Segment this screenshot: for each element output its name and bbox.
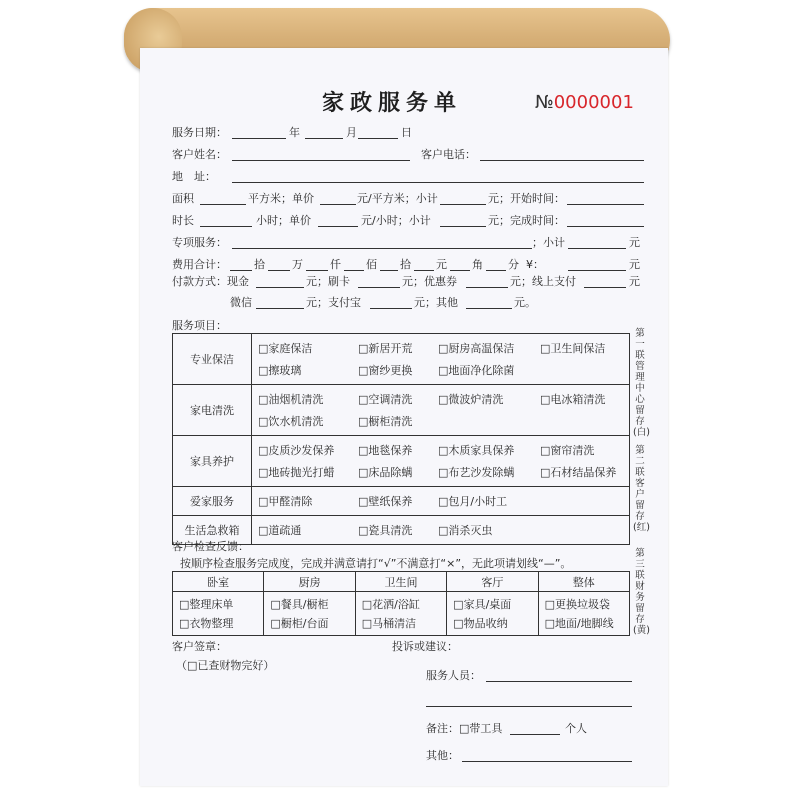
service-option[interactable]: □包月/小时工 (438, 495, 508, 508)
area-label: 面积 (172, 192, 194, 205)
start-time-blank[interactable] (567, 204, 644, 205)
fee-shi-blank[interactable] (380, 270, 398, 271)
sqm-price-label: 平方米；单价 (248, 192, 314, 205)
unit-qian: 仟 (330, 258, 341, 271)
feedback-table (172, 571, 630, 636)
service-row-furniture-care (173, 436, 630, 487)
duration-blank[interactable] (200, 226, 252, 227)
year-blank[interactable] (232, 138, 286, 139)
category-label: 生活急救箱 (173, 516, 252, 545)
fee-jiao-blank[interactable] (450, 270, 470, 271)
service-option[interactable]: □橱柜清洗 (358, 415, 413, 428)
sqm-subtotal-label: 元/平方米；小计 (357, 192, 438, 205)
unit-wan: 万 (292, 258, 303, 271)
special-subtotal-label: ；小计 (532, 236, 565, 249)
serial-digits: 0000001 (553, 92, 634, 113)
address-blank[interactable] (232, 182, 644, 183)
customer-phone-blank[interactable] (480, 160, 644, 161)
column-header: 客厅 (447, 572, 538, 592)
services-heading: 服务项目： (172, 319, 227, 332)
service-option[interactable]: □饮水机清洗 (258, 415, 324, 428)
feedback-option[interactable]: □橱柜/台面 (270, 617, 329, 630)
copy-label-first: 第一联 管理中心留存(白) (633, 328, 650, 438)
feedback-cell (538, 592, 629, 636)
service-row-professional-cleaning (173, 334, 630, 385)
feedback-cell (264, 592, 355, 636)
special-service-label: 专项服务： (172, 236, 227, 249)
service-date-label: 服务日期： (172, 126, 227, 139)
service-option[interactable]: □木质家具保养 (438, 444, 515, 457)
fee-amount-blank[interactable] (568, 270, 626, 271)
customer-name-label: 客户姓名： (172, 148, 227, 161)
service-option[interactable]: □微波炉清洗 (438, 393, 504, 406)
service-items-cell (252, 436, 630, 487)
category-label: 爱家服务 (173, 487, 252, 516)
customer-name-blank[interactable] (232, 160, 410, 161)
service-option[interactable]: □消杀灭虫 (438, 524, 493, 537)
service-option[interactable]: □地面净化除菌 (438, 364, 515, 377)
sqm-price-blank[interactable] (320, 204, 356, 205)
feedback-instruction: 按顺序检查服务完成度，完成并满意请打“√”不满意打“×”，无此项请划线“—”。 (180, 557, 572, 570)
fee-yuan-blank[interactable] (414, 270, 434, 271)
feedback-option[interactable]: □整理床单 (179, 598, 234, 611)
feedback-heading: 客户检查反馈： (172, 540, 249, 553)
service-option[interactable]: □空调清洗 (358, 393, 413, 406)
service-option[interactable]: □壁纸保养 (358, 495, 413, 508)
service-option[interactable]: □电冰箱清洗 (540, 393, 606, 406)
column-header: 厨房 (264, 572, 355, 592)
feedback-header-row (173, 572, 630, 592)
service-row-home-care (173, 487, 630, 516)
online-blank[interactable] (584, 287, 626, 288)
feedback-cell (447, 592, 538, 636)
service-row-appliance-cleaning (173, 385, 630, 436)
end-time-label: 元；完成时间： (488, 214, 565, 227)
unit-shi-wan: 拾 (254, 258, 265, 271)
service-option[interactable]: □地砖抛光打蜡 (258, 466, 335, 479)
service-items-cell (252, 516, 630, 545)
hour-price-blank[interactable] (318, 226, 358, 227)
service-staff-label: 服务人员： (426, 669, 481, 682)
card-blank[interactable] (358, 287, 400, 288)
form-title: 家政服务单 (322, 90, 463, 116)
month-label: 月 (346, 126, 357, 139)
persons-label: 个人 (565, 722, 587, 735)
service-option[interactable]: □擦玻璃 (258, 364, 302, 377)
service-option[interactable]: □新居开荒 (358, 342, 413, 355)
online-yuan-label: 元 (629, 275, 640, 288)
duration-label: 时长 (172, 214, 194, 227)
alipay-label: 元；支付宝 (306, 296, 361, 309)
service-option[interactable]: □窗纱更换 (358, 364, 413, 377)
service-staff-blank[interactable] (486, 681, 632, 682)
month-blank[interactable] (305, 138, 343, 139)
feedback-option[interactable]: □马桶清洁 (361, 617, 417, 630)
service-option[interactable]: □油烟机清洗 (258, 393, 324, 406)
service-items-cell (252, 487, 630, 516)
wechat-label: 微信 (230, 296, 252, 309)
service-option[interactable]: □瓷具清洗 (358, 524, 413, 537)
other-payment-label: 元；其他 (414, 296, 458, 309)
service-option[interactable]: □地毯保养 (358, 444, 413, 457)
card-label: 元；刷卡 (306, 275, 350, 288)
fee-yuan-label: 元 (629, 258, 640, 271)
customer-signature-label: 客户签章： (172, 640, 227, 653)
feedback-option[interactable]: □家具/桌面 (453, 598, 512, 611)
year-label: 年 (289, 126, 300, 139)
other-label: 其他： (426, 749, 459, 762)
feedback-option[interactable]: □物品收纳 (453, 617, 508, 630)
column-header: 卫生间 (355, 572, 446, 592)
service-option[interactable]: □皮质沙发保养 (258, 444, 335, 457)
services-table (172, 333, 630, 545)
feedback-option[interactable]: □花洒/浴缸 (361, 598, 420, 611)
special-service-blank[interactable] (232, 248, 532, 249)
coupon-blank[interactable] (466, 287, 508, 288)
day-blank[interactable] (358, 138, 398, 139)
service-items-cell (252, 334, 630, 385)
address-label: 地 址： (172, 170, 216, 183)
service-option[interactable]: □石材结晶保养 (540, 466, 617, 479)
service-option[interactable]: □窗帘清洗 (540, 444, 595, 457)
service-option[interactable]: □家庭保洁 (258, 342, 313, 355)
serial-prefix: № (535, 92, 554, 113)
service-option[interactable]: □厨房高温保洁 (438, 342, 515, 355)
coupon-label: 元；优惠券 (402, 275, 457, 288)
copy-label-third: 第三联 财务留存(黄) (633, 548, 650, 636)
customer-phone-label: 客户电话： (421, 148, 476, 161)
feedback-option[interactable]: □更换垃圾袋 (544, 598, 610, 611)
category-label: 家具养护 (173, 436, 252, 487)
serial-number (535, 92, 634, 113)
feedback-option[interactable]: □餐具/橱柜 (270, 598, 329, 611)
other-yuan-label: 元。 (514, 296, 536, 309)
feedback-cell (355, 592, 446, 636)
fee-qian-blank[interactable] (306, 270, 328, 271)
staff-extra-line[interactable] (426, 706, 632, 707)
service-option[interactable]: □布艺沙发除螨 (438, 466, 515, 479)
payment-cash-label: 付款方式：现金 (172, 275, 249, 288)
feedback-body-row (173, 592, 630, 636)
service-option[interactable]: □卫生间保洁 (540, 342, 606, 355)
column-header: 卧室 (173, 572, 264, 592)
special-yuan-label: 元 (629, 236, 640, 249)
unit-jiao: 角 (472, 258, 483, 271)
day-label: 日 (401, 126, 412, 139)
area-subtotal-blank[interactable] (440, 204, 486, 205)
fee-total-label: 费用合计： (172, 258, 227, 271)
yen-label: ¥： (526, 258, 544, 271)
column-header: 整体 (538, 572, 629, 592)
other-payment-blank[interactable] (466, 308, 512, 309)
online-label: 元；线上支付 (510, 275, 576, 288)
remark-tools-label: 备注：□带工具 (426, 722, 503, 735)
complaint-label: 投诉或建议： (392, 640, 458, 653)
special-subtotal-blank[interactable] (568, 248, 626, 249)
service-items-cell (252, 385, 630, 436)
end-time-blank[interactable] (567, 226, 644, 227)
unit-fen: 分 (508, 258, 519, 271)
start-time-label: 元；开始时间： (488, 192, 565, 205)
service-option[interactable]: □甲醛清除 (258, 495, 313, 508)
unit-yuan: 元 (436, 258, 447, 271)
feedback-option[interactable]: □地面/地脚线 (544, 617, 614, 630)
fee-shiwan-blank[interactable] (230, 270, 252, 271)
unit-shi: 拾 (400, 258, 411, 271)
copy-label-second: 第二联 客户留存(红) (633, 445, 650, 533)
fee-wan-blank[interactable] (268, 270, 290, 271)
feedback-option[interactable]: □衣物整理 (179, 617, 234, 630)
fee-bai-blank[interactable] (344, 270, 364, 271)
persons-blank[interactable] (510, 734, 560, 735)
category-label: 专业保洁 (173, 334, 252, 385)
hour-subtotal-blank[interactable] (440, 226, 486, 227)
cash-blank[interactable] (256, 287, 304, 288)
feedback-cell (173, 592, 264, 636)
unit-bai: 佰 (366, 258, 377, 271)
hour-subtotal-label: 元/小时；小计 (361, 214, 431, 227)
service-option[interactable]: □床品除螨 (358, 466, 413, 479)
service-option[interactable]: □道疏通 (258, 524, 302, 537)
property-check-option[interactable]: （□已查财物完好） (176, 659, 275, 672)
area-blank[interactable] (200, 204, 246, 205)
other-blank[interactable] (462, 761, 632, 762)
hour-price-label: 小时；单价 (256, 214, 311, 227)
wechat-blank[interactable] (256, 308, 304, 309)
alipay-blank[interactable] (370, 308, 412, 309)
fee-fen-blank[interactable] (486, 270, 506, 271)
category-label: 家电清洗 (173, 385, 252, 436)
